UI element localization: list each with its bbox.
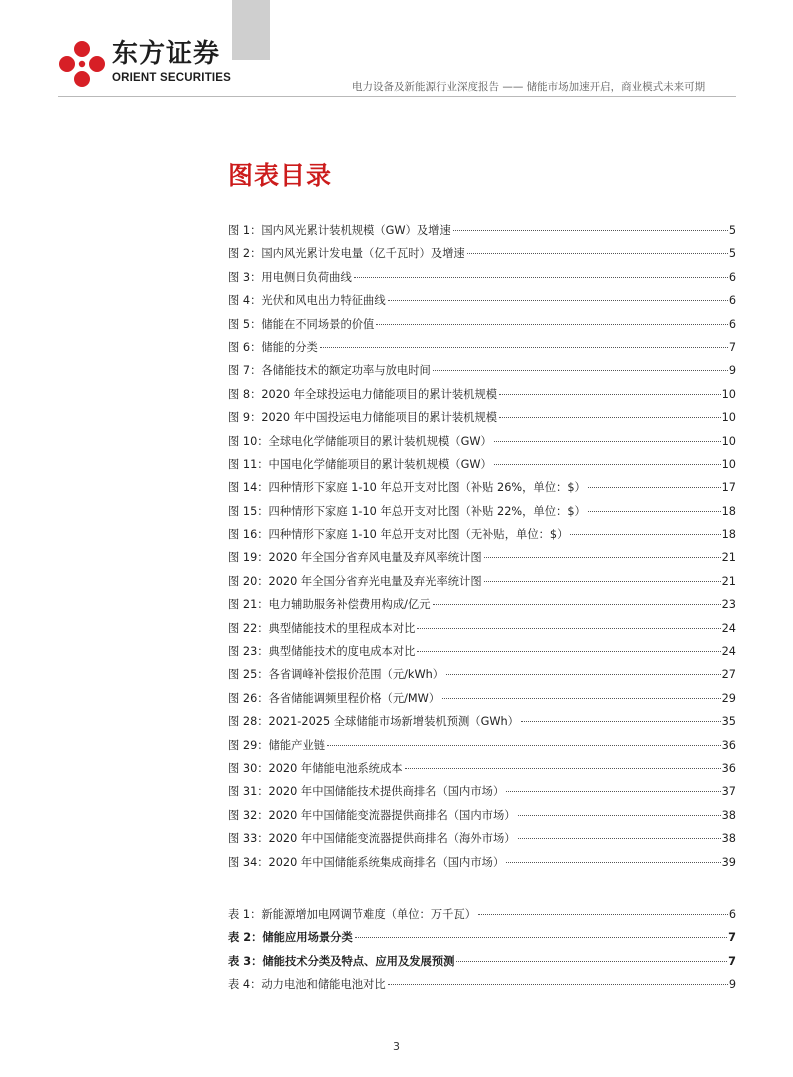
- toc-entry-label: 图 7：各储能技术的额定功率与放电时间: [228, 364, 431, 378]
- toc-entry[interactable]: [228, 292, 736, 315]
- toc-entry-page: 37: [721, 785, 736, 799]
- toc-leader-dots: [499, 394, 721, 395]
- toc-leader-dots: [484, 581, 721, 582]
- toc-entry[interactable]: [228, 690, 736, 713]
- toc-entry[interactable]: [228, 830, 736, 853]
- toc-entry[interactable]: [228, 737, 736, 760]
- toc-entry[interactable]: [228, 807, 736, 830]
- toc-entry-label: 图 20：2020 年全国分省弃光电量及弃光率统计图: [228, 574, 482, 588]
- toc-entry[interactable]: [228, 245, 736, 268]
- toc-entry[interactable]: [228, 269, 736, 292]
- toc-leader-dots: [453, 230, 728, 231]
- toc-leader-dots: [433, 604, 721, 605]
- toc-entry-page: 38: [721, 832, 736, 846]
- toc-entry[interactable]: [228, 953, 736, 976]
- toc-leader-dots: [588, 487, 721, 488]
- toc-entry[interactable]: [228, 362, 736, 385]
- toc-entry[interactable]: [228, 526, 736, 549]
- toc-entry-label: 图 5：储能在不同场景的价值: [228, 317, 375, 331]
- toc-entry[interactable]: [228, 783, 736, 806]
- toc-leader-dots: [456, 961, 727, 962]
- toc-entry-page: 7: [728, 954, 736, 968]
- toc-entry[interactable]: [228, 620, 736, 643]
- toc-entry[interactable]: [228, 386, 736, 409]
- toc-entry-label: 图 2：国内风光累计发电量（亿千瓦时）及增速: [228, 247, 465, 261]
- toc-entry-label: 图 34：2020 年中国储能系统集成商排名（国内市场）: [228, 855, 505, 869]
- toc-entry-page: 10: [721, 434, 736, 448]
- toc-entry-page: 36: [721, 738, 736, 752]
- toc-entry-page: 18: [721, 528, 736, 542]
- toc-leader-dots: [417, 628, 720, 629]
- toc-entry-page: 18: [721, 504, 736, 518]
- toc-entry-page: 17: [721, 481, 736, 495]
- toc-leader-dots: [327, 745, 721, 746]
- toc-leader-dots: [388, 984, 728, 985]
- toc-leader-dots: [354, 277, 728, 278]
- toc-leader-dots: [388, 300, 728, 301]
- toc-entry-label: 图 19：2020 年全国分省弃风电量及弃风率统计图: [228, 551, 482, 565]
- toc-leader-dots: [484, 557, 721, 558]
- toc-leader-dots: [506, 791, 720, 792]
- toc-leader-dots: [417, 651, 720, 652]
- toc-entry-page: 7: [728, 931, 736, 945]
- toc-leader-dots: [494, 464, 721, 465]
- toc-entry-label: 图 28：2021-2025 全球储能市场新增装机预测（GWh）: [228, 715, 519, 729]
- toc-entry-page: 23: [721, 598, 736, 612]
- toc-entry[interactable]: [228, 456, 736, 479]
- toc-entry-label: 图 8：2020 年全球投运电力储能项目的累计装机规模: [228, 387, 498, 401]
- toc-entry-page: 29: [721, 691, 736, 705]
- toc-entry-label: 表 1：新能源增加电网调节难度（单位：万千瓦）: [228, 908, 477, 921]
- toc-leader-dots: [521, 721, 721, 722]
- toc-leader-dots: [506, 862, 720, 863]
- toc-entry-page: 10: [721, 387, 736, 401]
- toc-entry-label: 图 4：光伏和风电出力特征曲线: [228, 294, 386, 308]
- toc-entry-page: 6: [728, 294, 736, 308]
- toc-leader-dots: [433, 370, 728, 371]
- toc-entry-label: 表 4：动力电池和储能电池对比: [228, 978, 386, 992]
- brand-name-en: ORIENT SECURITIES: [112, 72, 232, 84]
- toc-entry-label: 图 16：四种情形下家庭 1-10 年总开支对比图（无补贴，单位：$）: [228, 528, 569, 542]
- toc-entry[interactable]: [228, 854, 736, 877]
- toc-entry-label: 图 32：2020 年中国储能变流器提供商排名（国内市场）: [228, 808, 516, 822]
- toc-entry-page: 7: [728, 340, 736, 354]
- toc-entry-page: 21: [721, 551, 736, 565]
- toc-entry-label: 图 22：典型储能技术的里程成本对比: [228, 621, 416, 635]
- toc-entry-page: 10: [721, 411, 736, 425]
- toc-entry[interactable]: [228, 503, 736, 526]
- toc-entry[interactable]: [228, 643, 736, 666]
- toc-entry-label: 图 26：各省储能调频里程价格（元/MW）: [228, 691, 441, 705]
- toc-entry-label: 图 14：四种情形下家庭 1-10 年总开支对比图（补贴 26%，单位：$）: [228, 481, 586, 495]
- toc-entry-label: 表 3：储能技术分类及特点、应用及发展预测: [228, 954, 455, 968]
- toc-entry-label: 图 23：典型储能技术的度电成本对比: [228, 645, 416, 659]
- toc-entry-label: 图 1：国内风光累计装机规模（GW）及增速: [228, 224, 451, 237]
- toc-entry[interactable]: [228, 929, 736, 952]
- toc-entry-page: 38: [721, 808, 736, 822]
- toc-entry[interactable]: [228, 479, 736, 502]
- orient-securities-logo-icon: [58, 40, 106, 88]
- toc-entry-page: 6: [728, 270, 736, 284]
- toc-leader-dots: [588, 511, 721, 512]
- toc-entry-label: 图 15：四种情形下家庭 1-10 年总开支对比图（补贴 22%，单位：$）: [228, 504, 586, 518]
- toc-entry[interactable]: [228, 976, 736, 999]
- toc-leader-dots: [320, 347, 728, 348]
- toc-entry[interactable]: [228, 316, 736, 339]
- toc-entry-label: 图 9：2020 年中国投运电力储能项目的累计装机规模: [228, 411, 498, 425]
- toc-entry-label: 图 33：2020 年中国储能变流器提供商排名（海外市场）: [228, 832, 516, 846]
- toc-entry-page: 9: [728, 978, 736, 992]
- toc-entry-label: 图 21：电力辅助服务补偿费用构成/亿元: [228, 598, 431, 612]
- toc-entry-page: 35: [721, 715, 736, 729]
- toc-entry-page: 10: [721, 457, 736, 471]
- toc-entry-label: 图 3：用电侧日负荷曲线: [228, 270, 352, 284]
- figure-list: [228, 222, 736, 877]
- toc-entry-page: 27: [721, 668, 736, 682]
- toc-entry-label: 图 31：2020 年中国储能技术提供商排名（国内市场）: [228, 785, 505, 799]
- toc-entry-page: 36: [721, 761, 736, 775]
- toc-entry-page: 5: [728, 247, 736, 261]
- toc-entry[interactable]: [228, 573, 736, 596]
- toc-entry-label: 图 25：各省调峰补偿报价范围（元/kWh）: [228, 668, 445, 682]
- toc-leader-dots: [518, 815, 721, 816]
- toc-leader-dots: [376, 324, 727, 325]
- toc-leader-dots: [467, 253, 728, 254]
- toc-entry-page: 21: [721, 574, 736, 588]
- brand-name-cn: 东方证券: [112, 39, 221, 69]
- toc-entry[interactable]: [228, 222, 736, 245]
- toc-entry-page: 6: [728, 317, 736, 331]
- header-divider: [58, 96, 736, 97]
- toc-leader-dots: [355, 937, 727, 938]
- toc-entry-label: 表 2：储能应用场景分类: [228, 931, 353, 945]
- toc-entry-label: 图 29：储能产业链: [228, 738, 326, 752]
- toc-leader-dots: [570, 534, 720, 535]
- toc-leader-dots: [446, 674, 721, 675]
- toc-entry[interactable]: [228, 596, 736, 619]
- toc-entry[interactable]: [228, 666, 736, 689]
- toc-leader-dots: [494, 441, 721, 442]
- toc-entry-page: 39: [721, 855, 736, 869]
- page-number: 3: [393, 1040, 400, 1053]
- toc-entry[interactable]: [228, 409, 736, 432]
- toc-entry[interactable]: [228, 433, 736, 456]
- toc-entry-label: 图 6：储能的分类: [228, 340, 318, 354]
- table-list: [228, 906, 736, 1000]
- toc-leader-dots: [405, 768, 721, 769]
- toc-leader-dots: [518, 838, 721, 839]
- report-header-line: 电力设备及新能源行业深度报告 —— 储能市场加速开启，商业模式未来可期: [352, 81, 706, 93]
- toc-entry[interactable]: [228, 713, 736, 736]
- toc-leader-dots: [499, 417, 721, 418]
- toc-entry-label: 图 10：全球电化学储能项目的累计装机规模（GW）: [228, 434, 492, 448]
- toc-title: 图表目录: [228, 161, 333, 190]
- toc-entry[interactable]: [228, 906, 736, 929]
- toc-entry-page: 9: [728, 364, 736, 378]
- toc-leader-dots: [478, 914, 728, 915]
- toc-entry-page: 24: [721, 645, 736, 659]
- toc-entry[interactable]: [228, 549, 736, 572]
- toc-leader-dots: [442, 698, 720, 699]
- toc-entry-page: 24: [721, 621, 736, 635]
- toc-entry-label: 图 30：2020 年储能电池系统成本: [228, 761, 403, 775]
- header-gray-tab: [232, 0, 270, 60]
- toc-entry-page: 5: [728, 224, 736, 237]
- toc-entry[interactable]: [228, 339, 736, 362]
- toc-entry[interactable]: [228, 760, 736, 783]
- toc-entry-page: 6: [728, 908, 736, 921]
- toc-entry-label: 图 11：中国电化学储能项目的累计装机规模（GW）: [228, 457, 492, 471]
